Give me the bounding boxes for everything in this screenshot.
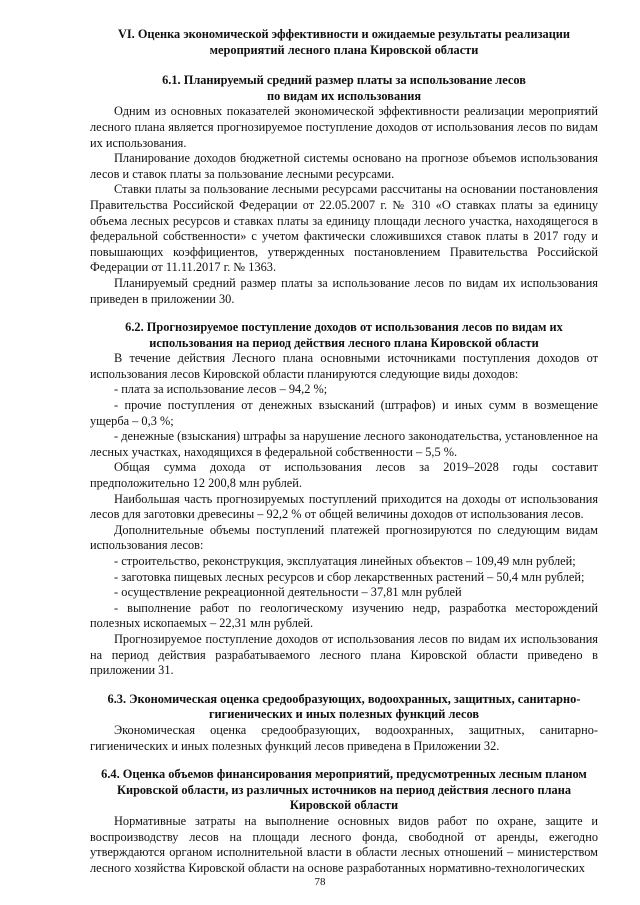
list-item: - денежные (взыскания) штрафы за нарушение лесного законодательства, установленное на лесных участках, находящихся в федеральной собственности – 5,5 %.	[90, 429, 598, 459]
paragraph: Одним из основных показателей экономической эффективности реализации мероприятий лесного плана является прогнозируемое поступление доходов от использования лесов по видам их использования.	[90, 104, 598, 150]
section-6-4	[90, 767, 598, 876]
section-heading	[90, 692, 598, 723]
heading-line: Кировской области, из различных источников на период действия лесного плана	[117, 782, 571, 797]
heading-line: Кировской области	[289, 798, 399, 813]
chapter-title-line-2: мероприятий лесного плана Кировской области	[209, 42, 479, 57]
list-item: - выполнение работ по геологическому изучению недр, разработка месторождений полезных ископаемых – 22,31 млн рублей.	[90, 600, 598, 631]
section-heading	[90, 767, 598, 814]
paragraph: Планируемый средний размер платы за использование лесов по видам их использования приведен в приложении 30.	[90, 275, 598, 306]
heading-line: 6.2. Прогнозируемое поступление доходов от использования лесов по видам их	[125, 320, 563, 335]
heading-line: по видам их использования	[266, 88, 422, 103]
list-item: - плата за использование лесов – 94,2 %;	[114, 382, 328, 397]
heading-line: 6.1. Планируемый средний размер платы за использование лесов	[162, 73, 526, 88]
section-6-1	[90, 73, 598, 307]
heading-line: гигиенических и иных полезных функций лесов	[208, 707, 480, 722]
paragraph: Планирование доходов бюджетной системы основано на прогнозе объемов использования лесов и ставок платы за пользование лесными ресурсами.	[90, 151, 598, 181]
section-6-2	[90, 320, 598, 679]
list-item: - прочие поступления от денежных взысканий (штрафов) и иных сумм в возмещение ущерба – 0,3 %;	[90, 398, 598, 428]
list-item: - строительство, реконструкция, эксплуатация линейных объектов – 109,49 млн рублей;	[114, 554, 576, 568]
paragraph: Наибольшая часть прогнозируемых поступлений приходится на доходы от использования лесов для заготовки древесины – 92,2 % от общей величины доходов от использования лесов.	[90, 491, 598, 522]
section-heading	[90, 73, 598, 104]
paragraph: Ставки платы за пользование лесными ресурсами рассчитаны на основании постановления Правительства Российской Федерации от 22.05.2007 г. № 310 «О ставках платы за единицу объема лесных ресурсов и ставках платы за единицу площади лесного участка, находящегося в федеральной собственности» с учетом фактически сложившихся ставок платы в 2017 году и повышающих коэффициентов, утвержденных постановлением Правительства Российской Федерации от 11.11.2017 г. № 1363.	[90, 182, 598, 275]
section-6-3	[90, 692, 598, 754]
chapter-title	[90, 27, 598, 58]
paragraph: В течение действия Лесного плана основными источниками поступления доходов от использования лесов Кировской области планируются следующие виды доходов:	[90, 351, 598, 381]
paragraph: Прогнозируемое поступление доходов от использования лесов по видам их использования на период действия разрабатываемого лесного плана Кировской области приведено в приложении 31.	[90, 631, 598, 678]
page-content	[90, 27, 598, 876]
chapter-title-line-1: VI. Оценка экономической эффективности и ожидаемые результаты реализации	[117, 27, 571, 41]
page-number: 78	[314, 876, 326, 888]
paragraph: Нормативные затраты на выполнение основных видов работ по охране, защите и воспроизводству лесов на площади лесного фонда, свободной от аренды, ежегодно утверждаются органом исполнительной власти в области лесных отношений – министерством лесного хозяйства Кировской области на основе разработанных нормативно-технологических	[90, 813, 598, 875]
list-item: - осуществление рекреационной деятельности – 37,81 млн рублей	[114, 585, 462, 600]
paragraph: Общая сумма дохода от использования лесов за 2019–2028 годы составит предположительно 12 200,8 млн рублей.	[90, 460, 598, 491]
paragraph: Дополнительные объемы поступлений платежей прогнозируются по следующим видам использования лесов:	[90, 522, 598, 553]
heading-line: 6.4. Оценка объемов финансирования мероприятий, предусмотренных лесным планом	[101, 767, 587, 782]
section-heading	[90, 320, 598, 351]
heading-line: 6.3. Экономическая оценка средообразующих, водоохранных, защитных, санитарно-	[107, 691, 581, 706]
paragraph: Экономическая оценка средообразующих, водоохранных, защитных, санитарно-гигиенических и иных полезных функций лесов приведена в Приложении 32.	[90, 722, 598, 753]
heading-line: использования на период действия лесного плана Кировской области	[149, 335, 539, 350]
list-item: - заготовка пищевых лесных ресурсов и сбор лекарственных растений – 50,4 млн рублей;	[114, 569, 585, 584]
